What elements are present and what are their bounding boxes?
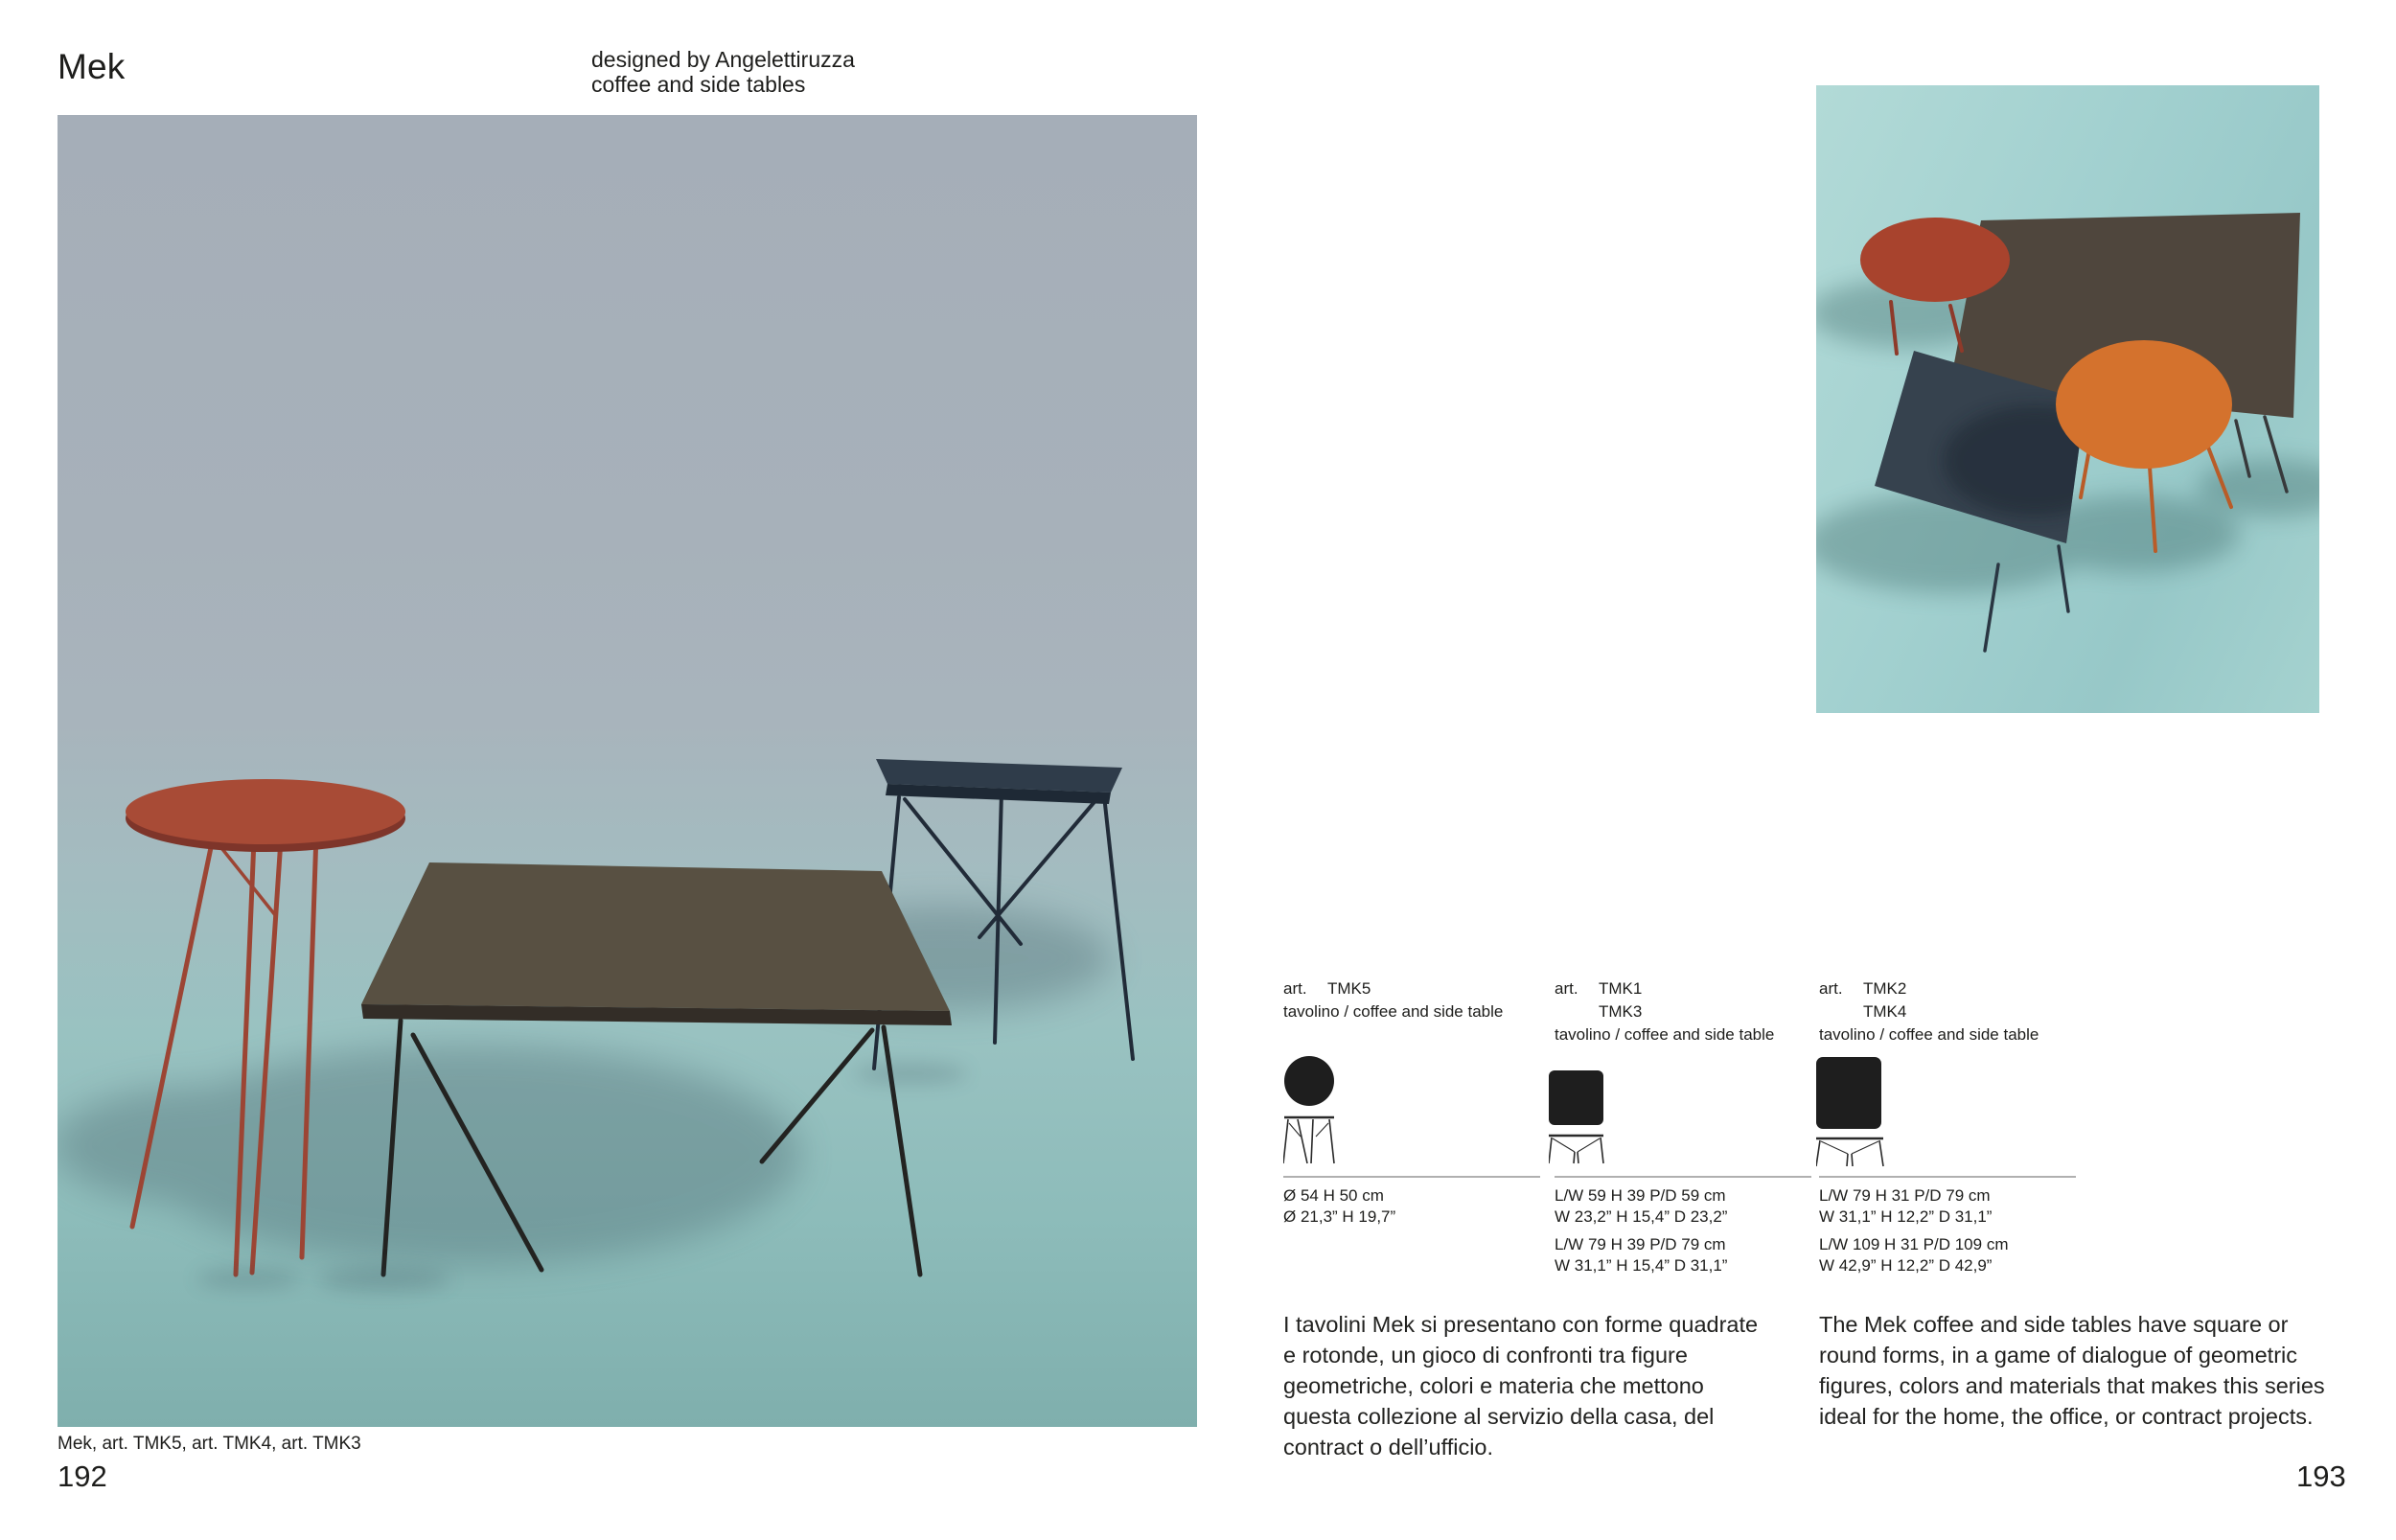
art-code: TMK5 — [1327, 979, 1371, 998]
art-code: TMK2 — [1863, 979, 1907, 998]
dimension-line-imperial: W 31,1” H 15,4” D 31,1” — [1555, 1256, 1728, 1275]
art-label: art. — [1555, 979, 1578, 998]
round-side-table-diagram — [1283, 1054, 1542, 1171]
dimensions-tmk1-tmk3 — [1555, 1185, 1823, 1283]
art-label: art. — [1819, 979, 1843, 998]
art-row — [1555, 977, 1813, 1000]
dimension-line-metric: L/W 109 H 31 P/D 109 cm — [1819, 1235, 2009, 1253]
designer-credit-block — [591, 47, 855, 97]
dimensions-tmk5 — [1283, 1185, 1552, 1234]
dimension-line-metric: L/W 79 H 31 P/D 79 cm — [1819, 1186, 1991, 1205]
product-type-label: tavolino / coffee and side table — [1283, 1002, 1504, 1021]
page-number-left: 192 — [58, 1460, 107, 1493]
spec-column-tmk2-tmk4 — [1819, 977, 2078, 1046]
dimension-block — [1819, 1185, 2087, 1228]
art-code: TMK4 — [1863, 1002, 1907, 1021]
art-row — [1819, 1000, 2078, 1023]
dimensions-tmk2-tmk4 — [1819, 1185, 2087, 1283]
page-number-right: 193 — [2296, 1460, 2346, 1493]
dimension-block — [1819, 1234, 2087, 1276]
art-code: TMK1 — [1599, 979, 1643, 998]
dimension-block — [1555, 1185, 1823, 1228]
dimension-block — [1283, 1185, 1552, 1228]
dimension-line-imperial: W 31,1” H 12,2” D 31,1” — [1819, 1207, 1993, 1226]
large-square-coffee-table-diagram — [1816, 1054, 2075, 1171]
dimension-line-imperial: Ø 21,3” H 19,7” — [1283, 1207, 1396, 1226]
dimension-line-imperial: W 42,9” H 12,2” D 42,9” — [1819, 1256, 1993, 1275]
product-subtitle: coffee and side tables — [591, 72, 806, 97]
description-english: The Mek coffee and side tables have square or round forms, in a game of dialogue of geometric figures, colors and materials that makes this series ideal for the home, the office, or contract projects. — [1819, 1312, 2325, 1429]
divider-rule — [1819, 1176, 2076, 1178]
product-type-label: tavolino / coffee and side table — [1555, 1025, 1775, 1044]
art-code: TMK3 — [1599, 1002, 1643, 1021]
studio-photo-illustration — [58, 115, 1197, 1427]
studio-photo-three-tables — [58, 115, 1197, 1427]
photo-caption: Mek, art. TMK5, art. TMK4, art. TMK3 — [58, 1434, 361, 1454]
designer-credit: designed by Angelettiruzza — [591, 47, 855, 72]
spec-column-tmk1-tmk3 — [1555, 977, 1813, 1046]
page-title: Mek — [58, 47, 126, 86]
dimension-line-imperial: W 23,2” H 15,4” D 23,2” — [1555, 1207, 1728, 1226]
art-row — [1283, 977, 1542, 1000]
product-type-label: tavolino / coffee and side table — [1819, 1025, 2039, 1044]
art-label: art. — [1283, 979, 1307, 998]
dimension-line-metric: Ø 54 H 50 cm — [1283, 1186, 1384, 1205]
divider-rule — [1283, 1176, 1540, 1178]
square-side-table-diagram — [1549, 1054, 1808, 1171]
spec-column-tmk5 — [1283, 977, 1542, 1023]
top-view-photo-illustration — [1816, 85, 2319, 713]
description-italian: I tavolini Mek si presentano con forme quadrate e rotonde, un gioco di confronti tra figure geometriche, colori e materia che mettono questa collezione al servizio della casa, del contract o dell’ufficio. — [1283, 1312, 1759, 1460]
dimension-block — [1555, 1234, 1823, 1276]
top-view-photo-tables — [1816, 85, 2319, 713]
art-row — [1555, 1000, 1813, 1023]
dimension-line-metric: L/W 79 H 39 P/D 79 cm — [1555, 1235, 1726, 1253]
art-row — [1819, 977, 2078, 1000]
divider-rule — [1555, 1176, 1811, 1178]
dimension-line-metric: L/W 59 H 39 P/D 59 cm — [1555, 1186, 1726, 1205]
